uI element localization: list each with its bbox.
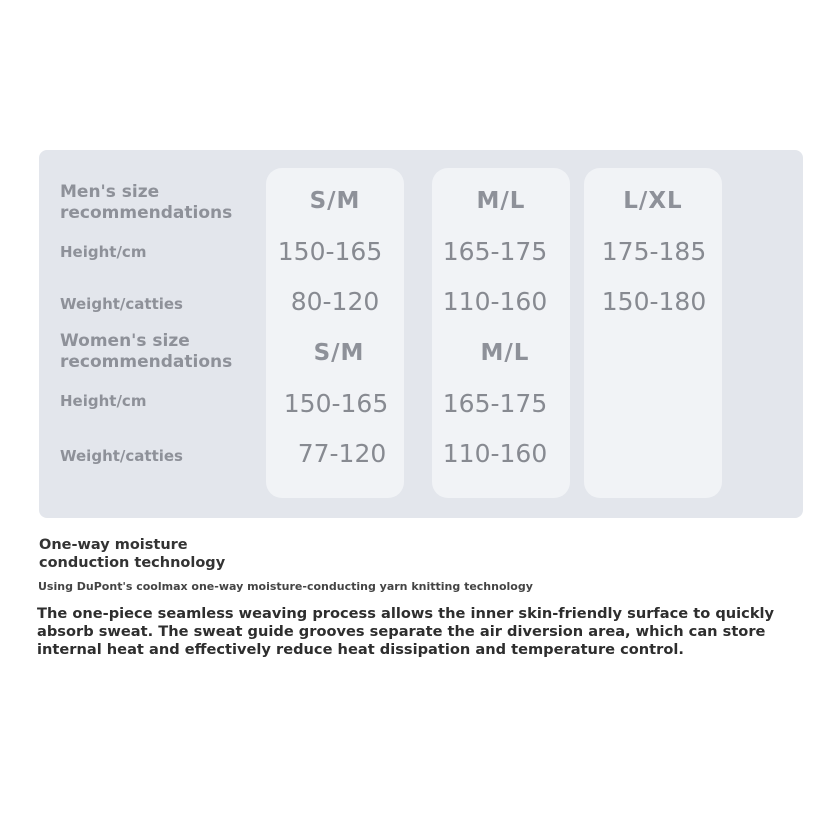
women-size-ml: M/L	[480, 340, 530, 366]
men-size-title-line2: recommendations	[60, 203, 233, 223]
men-size-ml: M/L	[476, 188, 526, 214]
men-weight-sm: 80-120	[290, 287, 380, 316]
men-size-title	[60, 182, 232, 224]
men-size-title-line1: Men's size	[60, 182, 160, 202]
feature-description: The one-piece seamless weaving process allows the inner skin-friendly surface to quickly absorb sweat. The sweat guide grooves separate the air diversion area, which can store internal heat and effectively reduce heat dissipation and temperature control.	[37, 605, 775, 658]
men-height-label: Height/cm	[60, 243, 147, 261]
men-weight-label: Weight/catties	[60, 295, 183, 313]
men-height-ml: 165-175	[442, 237, 548, 266]
feature-subtitle: Using DuPont's coolmax one-way moisture-conducting yarn knitting technology	[38, 580, 533, 593]
women-size-title	[60, 331, 232, 373]
men-weight-ml: 110-160	[442, 287, 548, 316]
women-size-title-line1: Women's size	[60, 331, 190, 351]
men-height-lxl: 175-185	[601, 237, 707, 266]
women-height-sm: 150-165	[283, 389, 389, 418]
women-weight-ml: 110-160	[442, 439, 548, 468]
men-size-lxl: L/XL	[623, 188, 683, 214]
women-height-label: Height/cm	[60, 392, 147, 410]
men-height-sm: 150-165	[277, 237, 383, 266]
men-weight-lxl: 150-180	[601, 287, 707, 316]
women-size-sm: S/M	[313, 340, 365, 366]
women-size-title-line2: recommendations	[60, 352, 233, 372]
feature-title-line2: conduction technology	[39, 555, 226, 571]
men-size-sm: S/M	[309, 188, 361, 214]
feature-title	[39, 536, 225, 572]
size-column-3	[584, 168, 722, 498]
feature-title-line1: One-way moisture	[39, 537, 188, 553]
women-weight-label: Weight/catties	[60, 447, 183, 465]
women-height-ml: 165-175	[442, 389, 548, 418]
women-weight-sm: 77-120	[297, 439, 387, 468]
